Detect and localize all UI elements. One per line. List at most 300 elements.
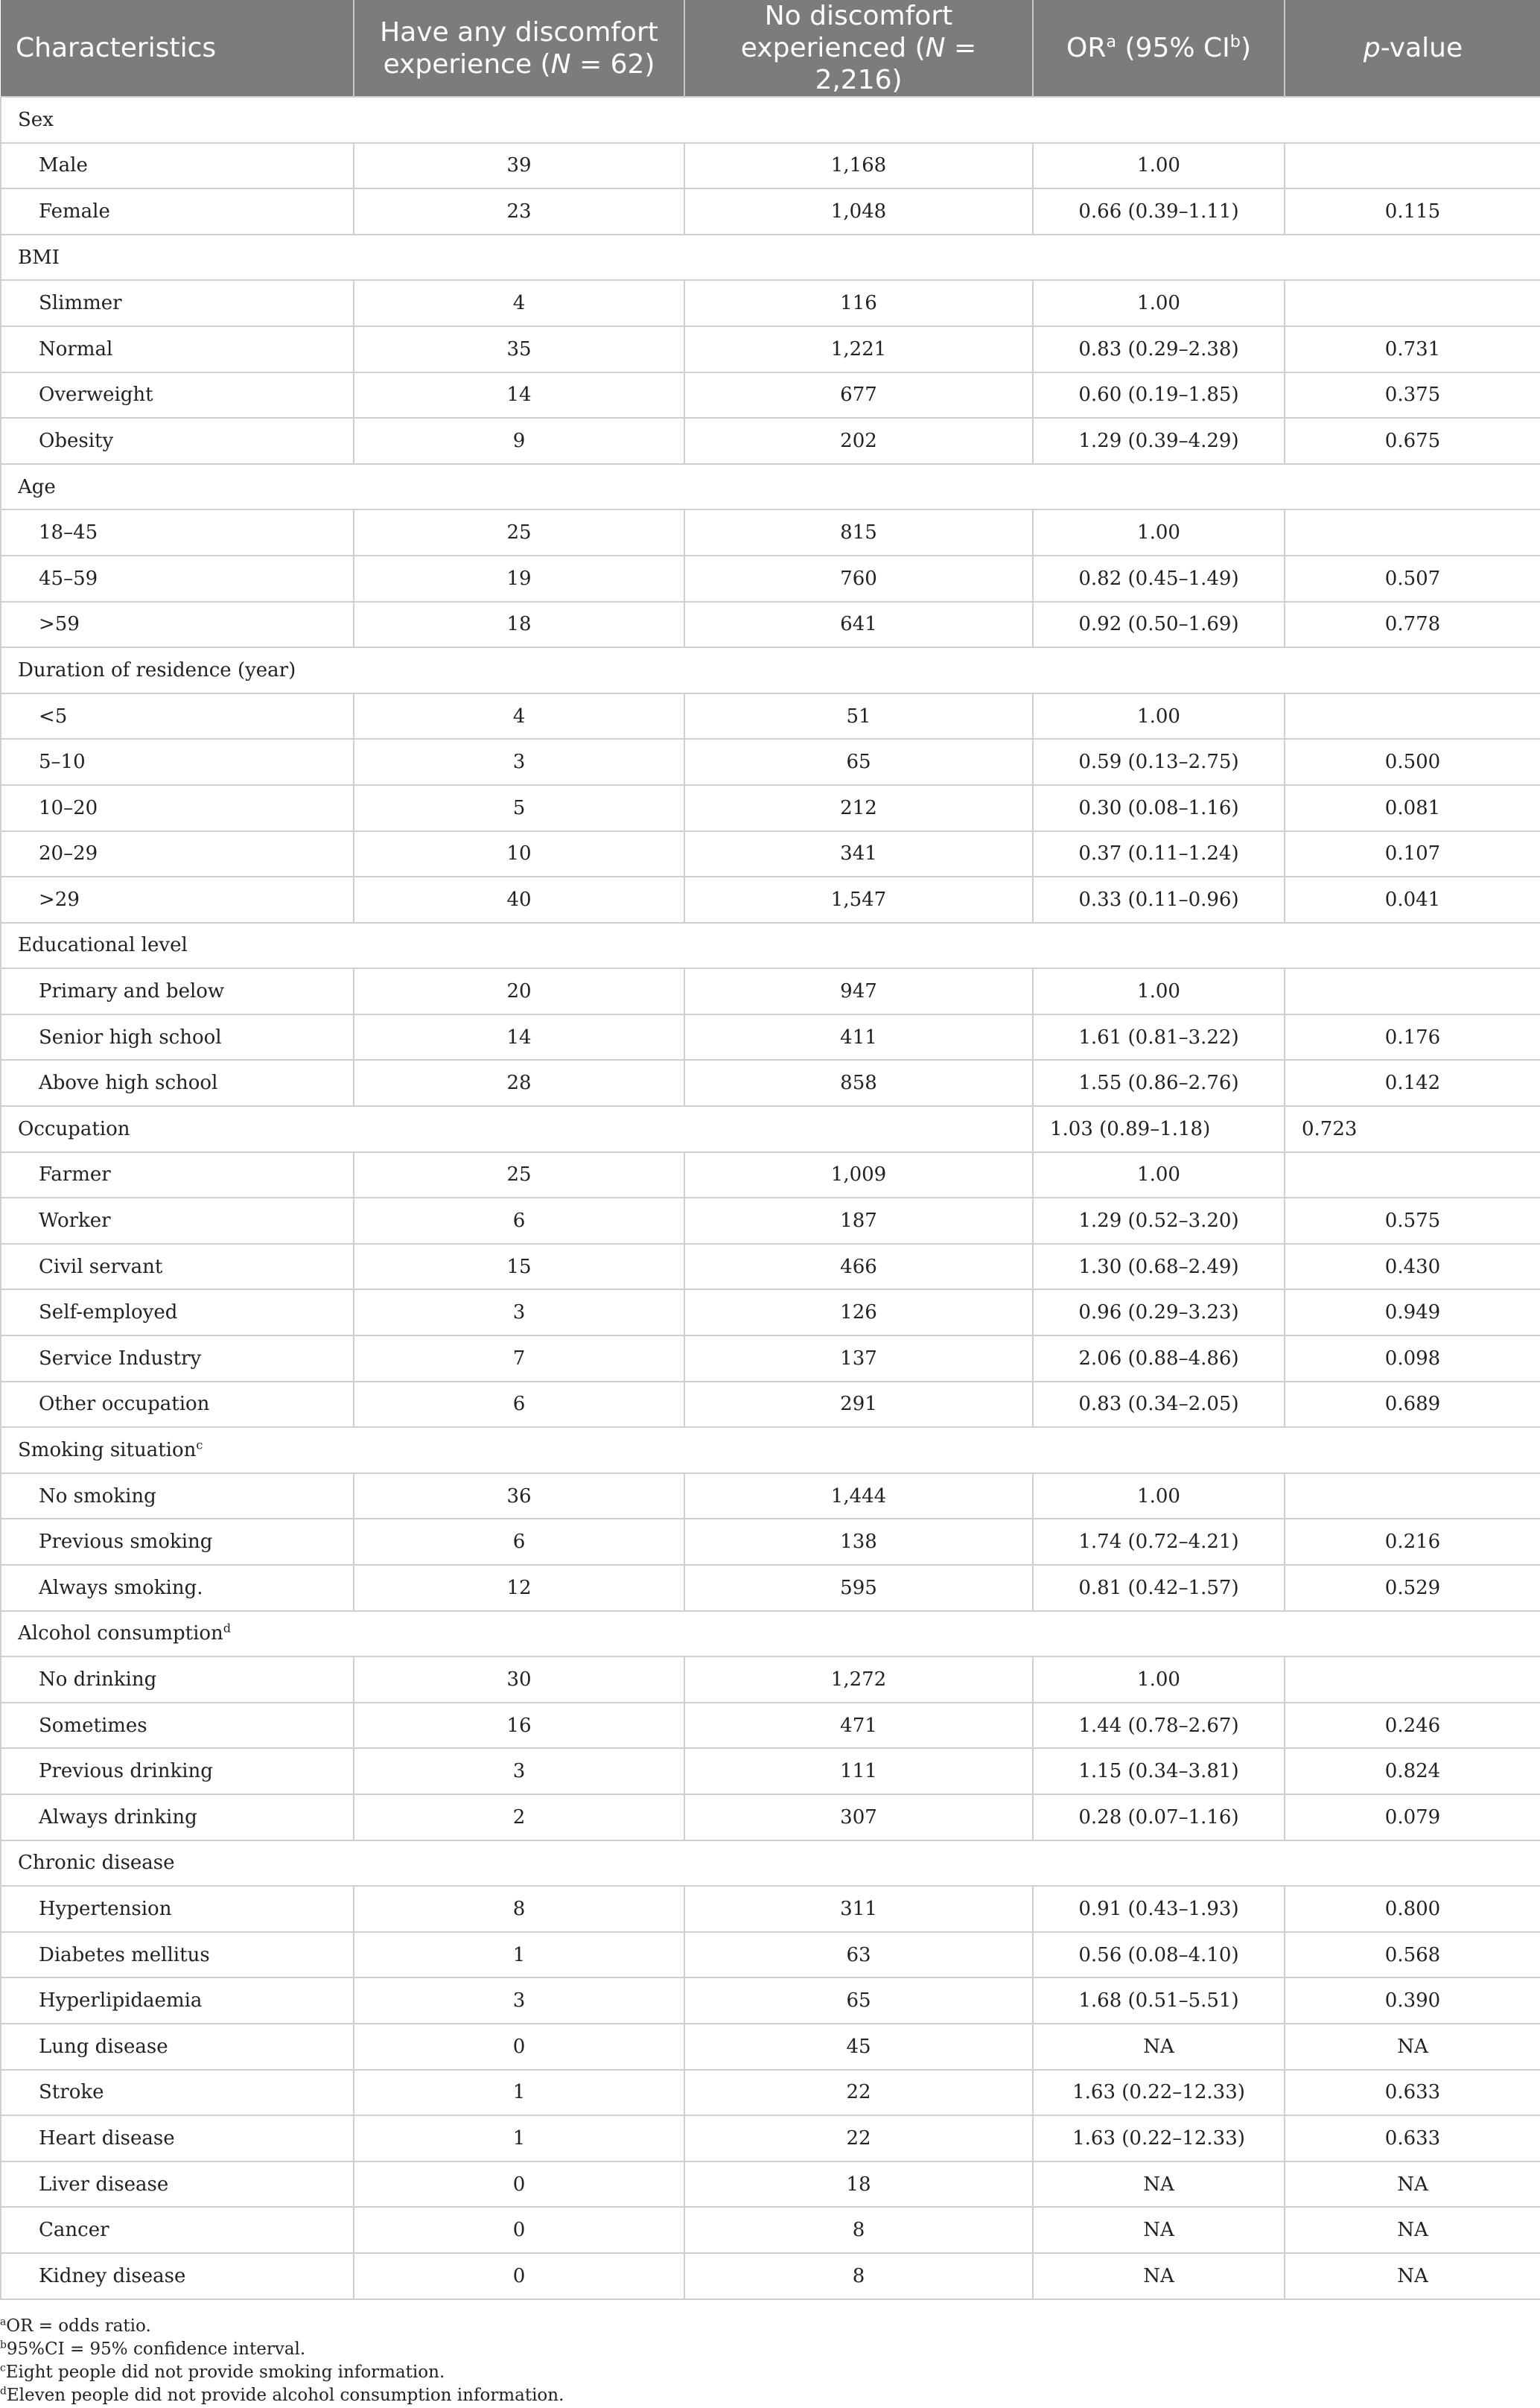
discomfort-count-cell: 9 xyxy=(354,418,684,464)
p-value-cell: 0.689 xyxy=(1285,1382,1540,1428)
p-value-cell xyxy=(1285,143,1540,189)
odds-ratio-cell: 1.74 (0.72–4.21) xyxy=(1033,1519,1285,1565)
row-label-cell: Kidney disease xyxy=(1,2253,354,2299)
header-discomfort xyxy=(354,0,684,97)
no-discomfort-count-cell: 1,168 xyxy=(684,143,1033,189)
no-discomfort-count-cell: 65 xyxy=(684,739,1033,785)
discomfort-count-cell: 25 xyxy=(354,1152,684,1198)
discomfort-count-cell: 2 xyxy=(354,1794,684,1840)
discomfort-count-cell: 4 xyxy=(354,693,684,740)
table-row xyxy=(1,1932,1540,1978)
no-discomfort-count-cell: 411 xyxy=(684,1014,1033,1061)
header-or-middle: (95% CI xyxy=(1116,33,1230,63)
p-value-cell: 0.176 xyxy=(1285,1014,1540,1061)
discomfort-count-cell: 18 xyxy=(354,602,684,648)
row-label-cell: Liver disease xyxy=(1,2161,354,2208)
row-label-cell: Slimmer xyxy=(1,280,354,326)
footnote-text: OR = odds ratio. xyxy=(6,2316,151,2336)
p-value-cell xyxy=(1285,509,1540,556)
table-row xyxy=(1,1152,1540,1198)
group-title: Occupation xyxy=(18,1117,130,1140)
table-row xyxy=(1,1198,1540,1244)
odds-ratio-cell: 1.00 xyxy=(1033,1473,1285,1519)
row-label-cell: Cancer xyxy=(1,2207,354,2253)
discomfort-count-cell: 39 xyxy=(354,143,684,189)
p-value-cell: NA xyxy=(1285,2253,1540,2299)
odds-ratio-cell: 2.06 (0.88–4.86) xyxy=(1033,1335,1285,1382)
p-value-cell: 0.216 xyxy=(1285,1519,1540,1565)
discomfort-count-cell: 23 xyxy=(354,188,684,235)
footnote xyxy=(0,2361,1540,2384)
discomfort-count-cell: 5 xyxy=(354,785,684,831)
row-label-cell: Hyperlipidaemia xyxy=(1,1977,354,2024)
footnote-mark: c xyxy=(0,2361,6,2374)
no-discomfort-count-cell: 65 xyxy=(684,1977,1033,2024)
row-label-cell: Previous drinking xyxy=(1,1748,354,1794)
header-discomfort-n-value: = 62) xyxy=(570,48,655,80)
table-row xyxy=(1,2207,1540,2253)
no-discomfort-count-cell: 45 xyxy=(684,2024,1033,2070)
header-p-italic: p xyxy=(1363,33,1381,63)
table-row xyxy=(1,1703,1540,1749)
table-row xyxy=(1,1565,1540,1611)
row-label-cell: Service Industry xyxy=(1,1335,354,1382)
p-value-cell: 0.500 xyxy=(1285,739,1540,785)
footnote-mark: d xyxy=(0,2384,7,2397)
row-label-cell: Above high school xyxy=(1,1060,354,1106)
no-discomfort-count-cell: 1,048 xyxy=(684,188,1033,235)
p-value-cell: 0.529 xyxy=(1285,1565,1540,1611)
footnote xyxy=(0,2384,1540,2407)
group-row xyxy=(1,97,1540,143)
table-row xyxy=(1,602,1540,648)
group-row xyxy=(1,923,1540,969)
discomfort-count-cell: 8 xyxy=(354,1886,684,1932)
table-row xyxy=(1,831,1540,877)
row-label-cell: Civil servant xyxy=(1,1244,354,1290)
p-value-cell: NA xyxy=(1285,2161,1540,2208)
discomfort-count-cell: 16 xyxy=(354,1703,684,1749)
p-value-cell: 0.107 xyxy=(1285,831,1540,877)
group-row xyxy=(1,1611,1540,1657)
p-value-cell: 0.142 xyxy=(1285,1060,1540,1106)
odds-ratio-cell: 1.00 xyxy=(1033,280,1285,326)
no-discomfort-count-cell: 187 xyxy=(684,1198,1033,1244)
odds-ratio-cell: NA xyxy=(1033,2253,1285,2299)
p-value-cell xyxy=(1285,968,1540,1014)
discomfort-count-cell: 3 xyxy=(354,739,684,785)
table-row xyxy=(1,1886,1540,1932)
odds-ratio-cell: 0.30 (0.08–1.16) xyxy=(1033,785,1285,831)
p-value-cell: 0.041 xyxy=(1285,877,1540,923)
group-row xyxy=(1,464,1540,510)
no-discomfort-count-cell: 63 xyxy=(684,1932,1033,1978)
discomfort-count-cell: 15 xyxy=(354,1244,684,1290)
row-label-cell: 20–29 xyxy=(1,831,354,877)
odds-ratio-cell: 0.92 (0.50–1.69) xyxy=(1033,602,1285,648)
row-label-cell: Sometimes xyxy=(1,1703,354,1749)
odds-ratio-cell: 0.59 (0.13–2.75) xyxy=(1033,739,1285,785)
discomfort-count-cell: 0 xyxy=(354,2161,684,2208)
header-or xyxy=(1033,0,1285,97)
row-label-cell: Female xyxy=(1,188,354,235)
table-row xyxy=(1,1244,1540,1290)
header-no-discomfort-line2-prefix: experienced ( xyxy=(740,33,926,63)
no-discomfort-count-cell: 815 xyxy=(684,509,1033,556)
p-value-cell: 0.079 xyxy=(1285,1794,1540,1840)
table-row xyxy=(1,1060,1540,1106)
row-label-cell: 10–20 xyxy=(1,785,354,831)
odds-ratio-cell: 0.37 (0.11–1.24) xyxy=(1033,831,1285,877)
no-discomfort-count-cell: 8 xyxy=(684,2207,1033,2253)
discomfort-count-cell: 36 xyxy=(354,1473,684,1519)
no-discomfort-count-cell: 341 xyxy=(684,831,1033,877)
p-value-cell: 0.824 xyxy=(1285,1748,1540,1794)
group-title-cell xyxy=(1,235,1540,281)
group-title: Chronic disease xyxy=(18,1852,175,1875)
group-or-cell: 1.03 (0.89–1.18) xyxy=(1033,1106,1285,1152)
group-title: Alcohol consumption xyxy=(18,1622,223,1645)
row-label-cell: Hypertension xyxy=(1,1886,354,1932)
p-value-cell: 0.778 xyxy=(1285,602,1540,648)
odds-ratio-cell: 1.15 (0.34–3.81) xyxy=(1033,1748,1285,1794)
header-or-sup-b: b xyxy=(1229,32,1241,51)
group-row xyxy=(1,235,1540,281)
odds-ratio-cell: 0.83 (0.29–2.38) xyxy=(1033,326,1285,372)
row-label-cell: Heart disease xyxy=(1,2115,354,2161)
discomfort-count-cell: 35 xyxy=(354,326,684,372)
odds-ratio-cell: 1.00 xyxy=(1033,693,1285,740)
row-label-cell: 45–59 xyxy=(1,556,354,602)
row-label-cell: Overweight xyxy=(1,372,354,419)
no-discomfort-count-cell: 202 xyxy=(684,418,1033,464)
table-row xyxy=(1,2253,1540,2299)
table-row xyxy=(1,326,1540,372)
discomfort-count-cell: 10 xyxy=(354,831,684,877)
group-row xyxy=(1,1840,1540,1887)
no-discomfort-count-cell: 466 xyxy=(684,1244,1033,1290)
table-row xyxy=(1,877,1540,923)
group-title: BMI xyxy=(18,246,60,269)
discomfort-count-cell: 1 xyxy=(354,1932,684,1978)
row-label-cell: Self-employed xyxy=(1,1289,354,1335)
odds-ratio-cell: 1.00 xyxy=(1033,509,1285,556)
table-body xyxy=(1,97,1540,2299)
odds-ratio-cell: 1.30 (0.68–2.49) xyxy=(1033,1244,1285,1290)
p-value-cell: 0.430 xyxy=(1285,1244,1540,1290)
table-row xyxy=(1,1794,1540,1840)
table-row xyxy=(1,739,1540,785)
footnote-mark: b xyxy=(0,2338,7,2351)
header-or-prefix: OR xyxy=(1066,33,1107,63)
no-discomfort-count-cell: 18 xyxy=(684,2161,1033,2208)
header-or-sup-a: a xyxy=(1106,32,1117,51)
odds-ratio-cell: 1.00 xyxy=(1033,1656,1285,1703)
odds-ratio-cell: 0.28 (0.07–1.16) xyxy=(1033,1794,1285,1840)
group-row xyxy=(1,1427,1540,1473)
row-label-cell: Diabetes mellitus xyxy=(1,1932,354,1978)
group-title-cell xyxy=(1,1106,1033,1152)
discomfort-count-cell: 0 xyxy=(354,2253,684,2299)
no-discomfort-count-cell: 677 xyxy=(684,372,1033,419)
row-label-cell: Farmer xyxy=(1,1152,354,1198)
no-discomfort-count-cell: 212 xyxy=(684,785,1033,831)
footnote xyxy=(0,2338,1540,2361)
row-label-cell: Worker xyxy=(1,1198,354,1244)
row-label-cell: >29 xyxy=(1,877,354,923)
discomfort-count-cell: 25 xyxy=(354,509,684,556)
header-no-discomfort-n-value: = 2,216) xyxy=(815,33,977,95)
discomfort-count-cell: 6 xyxy=(354,1198,684,1244)
odds-ratio-cell: NA xyxy=(1033,2161,1285,2208)
row-label-cell: Always drinking xyxy=(1,1794,354,1840)
table-row xyxy=(1,280,1540,326)
p-value-cell xyxy=(1285,693,1540,740)
odds-ratio-cell: NA xyxy=(1033,2024,1285,2070)
odds-ratio-cell: 0.66 (0.39–1.11) xyxy=(1033,188,1285,235)
footnote-mark: a xyxy=(0,2315,7,2328)
table-row xyxy=(1,418,1540,464)
group-title: Sex xyxy=(18,108,54,131)
row-label-cell: Obesity xyxy=(1,418,354,464)
group-p-cell: 0.723 xyxy=(1285,1106,1540,1152)
odds-ratio-cell: 1.29 (0.39–4.29) xyxy=(1033,418,1285,464)
no-discomfort-count-cell: 111 xyxy=(684,1748,1033,1794)
discomfort-count-cell: 1 xyxy=(354,2115,684,2161)
discomfort-count-cell: 0 xyxy=(354,2024,684,2070)
odds-ratio-cell: 1.61 (0.81–3.22) xyxy=(1033,1014,1285,1061)
odds-ratio-cell: 1.63 (0.22–12.33) xyxy=(1033,2115,1285,2161)
p-value-cell: 0.098 xyxy=(1285,1335,1540,1382)
table-header xyxy=(1,0,1540,97)
footnote-text: 95%CI = 95% confidence interval. xyxy=(6,2339,306,2359)
table-row xyxy=(1,1014,1540,1061)
group-title-cell xyxy=(1,647,1540,693)
no-discomfort-count-cell: 291 xyxy=(684,1382,1033,1428)
header-no-discomfort-line1: No discomfort xyxy=(764,1,953,31)
table-row xyxy=(1,1519,1540,1565)
group-title-cell xyxy=(1,97,1540,143)
discomfort-count-cell: 28 xyxy=(354,1060,684,1106)
table-row xyxy=(1,372,1540,419)
no-discomfort-count-cell: 760 xyxy=(684,556,1033,602)
row-label-cell: No smoking xyxy=(1,1473,354,1519)
no-discomfort-count-cell: 1,444 xyxy=(684,1473,1033,1519)
header-row xyxy=(1,0,1540,97)
table-row xyxy=(1,693,1540,740)
no-discomfort-count-cell: 116 xyxy=(684,280,1033,326)
discomfort-count-cell: 4 xyxy=(354,280,684,326)
table-row xyxy=(1,1748,1540,1794)
discomfort-count-cell: 20 xyxy=(354,968,684,1014)
row-label-cell: Male xyxy=(1,143,354,189)
odds-ratio-cell: 0.82 (0.45–1.49) xyxy=(1033,556,1285,602)
table-row xyxy=(1,2161,1540,2208)
footnote xyxy=(0,2315,1540,2338)
table-row xyxy=(1,188,1540,235)
p-value-cell xyxy=(1285,1473,1540,1519)
footnote-text: Eight people did not provide smoking information. xyxy=(5,2362,445,2382)
table-row xyxy=(1,509,1540,556)
odds-ratio-cell: 0.33 (0.11–0.96) xyxy=(1033,877,1285,923)
p-value-cell xyxy=(1285,1656,1540,1703)
odds-ratio-cell: 0.60 (0.19–1.85) xyxy=(1033,372,1285,419)
odds-ratio-cell: 0.56 (0.08–4.10) xyxy=(1033,1932,1285,1978)
footnote-text: Eleven people did not provide alcohol consumption information. xyxy=(6,2385,564,2405)
p-value-cell: 0.390 xyxy=(1285,1977,1540,2024)
group-title: Smoking situation xyxy=(18,1439,197,1462)
discomfort-count-cell: 14 xyxy=(354,1014,684,1061)
row-label-cell: 18–45 xyxy=(1,509,354,556)
discomfort-count-cell: 3 xyxy=(354,1289,684,1335)
no-discomfort-count-cell: 22 xyxy=(684,2070,1033,2116)
table-row xyxy=(1,1289,1540,1335)
table-row xyxy=(1,2115,1540,2161)
discomfort-count-cell: 7 xyxy=(354,1335,684,1382)
row-label-cell: Normal xyxy=(1,326,354,372)
odds-ratio-cell: 1.68 (0.51–5.51) xyxy=(1033,1977,1285,2024)
odds-ratio-cell: 0.96 (0.29–3.23) xyxy=(1033,1289,1285,1335)
no-discomfort-count-cell: 947 xyxy=(684,968,1033,1014)
table-row xyxy=(1,1382,1540,1428)
no-discomfort-count-cell: 307 xyxy=(684,1794,1033,1840)
odds-ratio-cell: 0.91 (0.43–1.93) xyxy=(1033,1886,1285,1932)
table-row xyxy=(1,1656,1540,1703)
group-title-cell xyxy=(1,1840,1540,1887)
table-row xyxy=(1,2024,1540,2070)
no-discomfort-count-cell: 8 xyxy=(684,2253,1033,2299)
no-discomfort-count-cell: 641 xyxy=(684,602,1033,648)
group-title: Age xyxy=(18,475,56,498)
no-discomfort-count-cell: 858 xyxy=(684,1060,1033,1106)
p-value-cell: 0.675 xyxy=(1285,418,1540,464)
discomfort-count-cell: 12 xyxy=(354,1565,684,1611)
header-characteristics: Characteristics xyxy=(1,0,354,97)
p-value-cell: 0.633 xyxy=(1285,2070,1540,2116)
discomfort-count-cell: 40 xyxy=(354,877,684,923)
odds-ratio-cell: 1.55 (0.86–2.76) xyxy=(1033,1060,1285,1106)
odds-ratio-cell: 1.29 (0.52–3.20) xyxy=(1033,1198,1285,1244)
discomfort-count-cell: 19 xyxy=(354,556,684,602)
p-value-cell: 0.731 xyxy=(1285,326,1540,372)
group-title-cell xyxy=(1,923,1540,969)
table-row xyxy=(1,1473,1540,1519)
row-label-cell: <5 xyxy=(1,693,354,740)
table-row xyxy=(1,143,1540,189)
table-row xyxy=(1,1977,1540,2024)
group-row xyxy=(1,647,1540,693)
row-label-cell: 5–10 xyxy=(1,739,354,785)
no-discomfort-count-cell: 1,221 xyxy=(684,326,1033,372)
row-label-cell: Stroke xyxy=(1,2070,354,2116)
row-label-cell: Senior high school xyxy=(1,1014,354,1061)
header-discomfort-line2-prefix: experience ( xyxy=(383,48,551,80)
discomfort-count-cell: 3 xyxy=(354,1748,684,1794)
odds-ratio-cell: 1.63 (0.22–12.33) xyxy=(1033,2070,1285,2116)
p-value-cell: 0.568 xyxy=(1285,1932,1540,1978)
p-value-cell: 0.633 xyxy=(1285,2115,1540,2161)
group-title: Duration of residence (year) xyxy=(18,658,296,682)
odds-ratio-cell: 0.81 (0.42–1.57) xyxy=(1033,1565,1285,1611)
table-row xyxy=(1,2070,1540,2116)
table-row xyxy=(1,556,1540,602)
odds-ratio-cell: 1.00 xyxy=(1033,143,1285,189)
row-label-cell: >59 xyxy=(1,602,354,648)
no-discomfort-count-cell: 1,009 xyxy=(684,1152,1033,1198)
p-value-cell: 0.507 xyxy=(1285,556,1540,602)
header-discomfort-line1: Have any discomfort xyxy=(380,16,658,48)
no-discomfort-count-cell: 137 xyxy=(684,1335,1033,1382)
footnotes xyxy=(0,2300,1540,2407)
no-discomfort-count-cell: 471 xyxy=(684,1703,1033,1749)
row-label-cell: Primary and below xyxy=(1,968,354,1014)
p-value-cell: 0.081 xyxy=(1285,785,1540,831)
header-or-suffix: ) xyxy=(1240,33,1251,63)
odds-ratio-cell: 1.44 (0.78–2.67) xyxy=(1033,1703,1285,1749)
discomfort-count-cell: 6 xyxy=(354,1382,684,1428)
no-discomfort-count-cell: 311 xyxy=(684,1886,1033,1932)
table-row xyxy=(1,1335,1540,1382)
group-title: Educational level xyxy=(18,934,188,957)
discomfort-count-cell: 1 xyxy=(354,2070,684,2116)
p-value-cell xyxy=(1285,1152,1540,1198)
no-discomfort-count-cell: 1,272 xyxy=(684,1656,1033,1703)
odds-ratio-cell: 1.00 xyxy=(1033,1152,1285,1198)
no-discomfort-count-cell: 126 xyxy=(684,1289,1033,1335)
group-row xyxy=(1,1106,1540,1152)
p-value-cell: 0.800 xyxy=(1285,1886,1540,1932)
odds-ratio-cell: 1.00 xyxy=(1033,968,1285,1014)
no-discomfort-count-cell: 138 xyxy=(684,1519,1033,1565)
p-value-cell: 0.246 xyxy=(1285,1703,1540,1749)
discomfort-count-cell: 6 xyxy=(354,1519,684,1565)
odds-ratio-cell: NA xyxy=(1033,2207,1285,2253)
row-label-cell: Other occupation xyxy=(1,1382,354,1428)
table-row xyxy=(1,785,1540,831)
row-label-cell: Always smoking. xyxy=(1,1565,354,1611)
header-no-discomfort-n-symbol: N xyxy=(925,33,946,63)
no-discomfort-count-cell: 51 xyxy=(684,693,1033,740)
discomfort-count-cell: 3 xyxy=(354,1977,684,2024)
odds-ratio-cell: 0.83 (0.34–2.05) xyxy=(1033,1382,1285,1428)
header-no-discomfort xyxy=(684,0,1033,97)
row-label-cell: Lung disease xyxy=(1,2024,354,2070)
p-value-cell: 0.949 xyxy=(1285,1289,1540,1335)
group-title-cell xyxy=(1,464,1540,510)
row-label-cell: No drinking xyxy=(1,1656,354,1703)
p-value-cell: NA xyxy=(1285,2207,1540,2253)
header-p-value xyxy=(1285,0,1540,97)
group-title-cell xyxy=(1,1427,1540,1473)
p-value-cell: NA xyxy=(1285,2024,1540,2070)
no-discomfort-count-cell: 1,547 xyxy=(684,877,1033,923)
group-title-cell xyxy=(1,1611,1540,1657)
p-value-cell: 0.375 xyxy=(1285,372,1540,419)
row-label-cell: Previous smoking xyxy=(1,1519,354,1565)
discomfort-count-cell: 30 xyxy=(354,1656,684,1703)
group-title-footnote-mark: c xyxy=(196,1438,203,1452)
discomfort-count-cell: 0 xyxy=(354,2207,684,2253)
no-discomfort-count-cell: 595 xyxy=(684,1565,1033,1611)
p-value-cell: 0.115 xyxy=(1285,188,1540,235)
table-row xyxy=(1,968,1540,1014)
no-discomfort-count-cell: 22 xyxy=(684,2115,1033,2161)
p-value-cell: 0.575 xyxy=(1285,1198,1540,1244)
group-title-footnote-mark: d xyxy=(223,1621,232,1636)
header-discomfort-n-symbol: N xyxy=(550,48,571,80)
header-p-suffix: -value xyxy=(1380,33,1463,63)
discomfort-count-cell: 14 xyxy=(354,372,684,419)
